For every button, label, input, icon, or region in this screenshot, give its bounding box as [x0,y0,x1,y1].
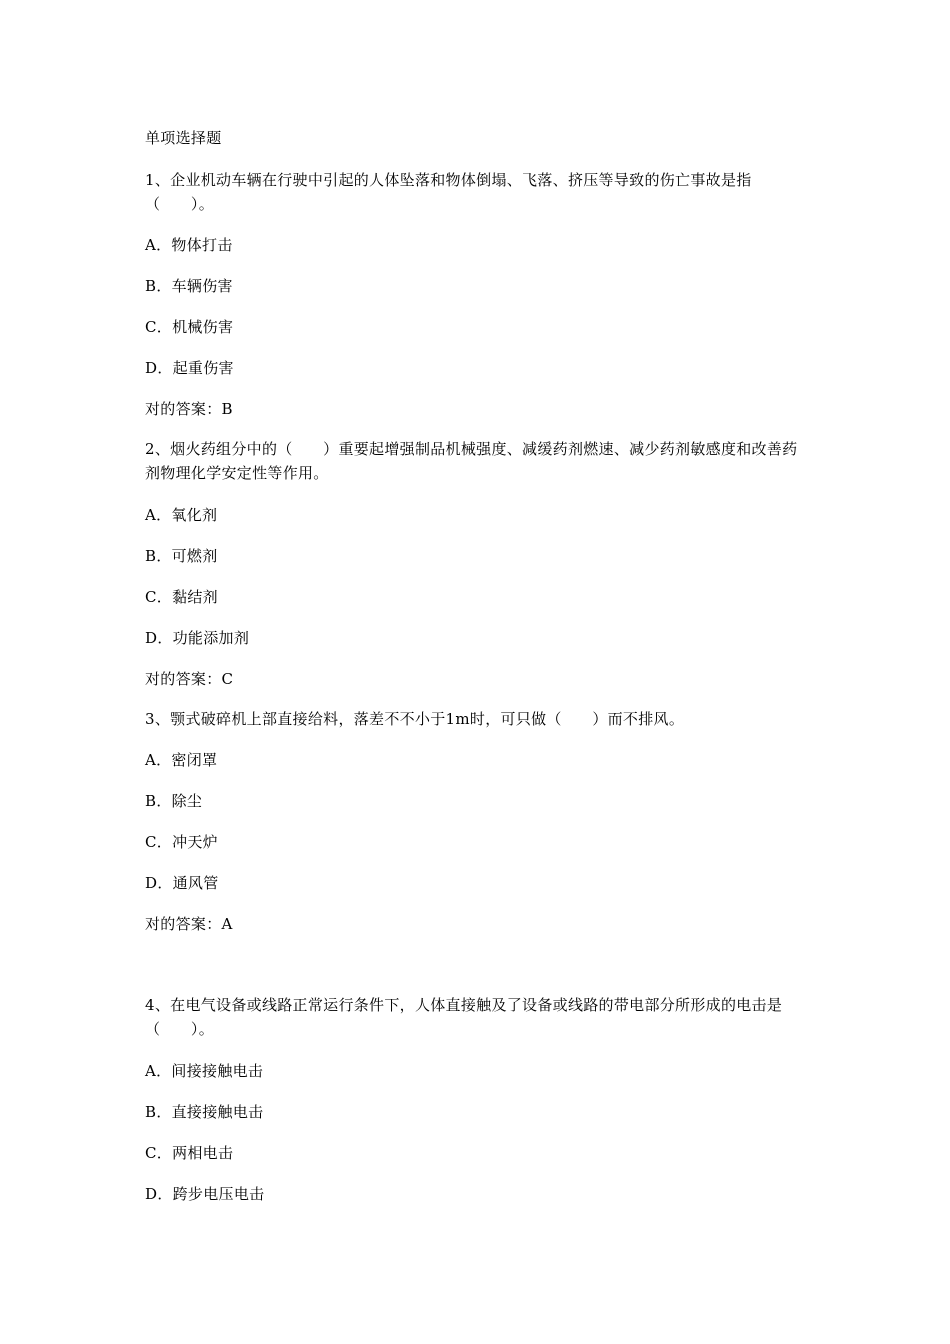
question-4-option-b: B．直接接触电击 [145,1103,264,1121]
question-2-option-c: C．黏结剂 [145,588,218,606]
question-4-option-a: A．间接接触电击 [145,1062,264,1080]
question-3-answer: 对的答案：A [145,915,233,933]
question-1-answer: 对的答案：B [145,400,233,418]
question-4-option-d: D．跨步电压电击 [145,1185,265,1203]
question-2-option-a: A．氧化剂 [145,506,218,524]
question-1-option-d: D．起重伤害 [145,359,234,377]
question-3-option-c: C．冲天炉 [145,833,218,851]
question-3-option-d: D．通风管 [145,874,219,892]
question-2-option-d: D．功能添加剂 [145,629,250,647]
question-3-option-b: B．除尘 [145,792,203,810]
question-1-option-b: B．车辆伤害 [145,277,233,295]
question-3-stem: 3、颚式破碎机上部直接给料，落差不不小于1m时，可只做（ ）而不排风。 [145,710,685,728]
question-3-option-a: A．密闭罩 [145,751,218,769]
question-1-option-c: C．机械伤害 [145,318,234,336]
section-title: 单项选择题 [145,129,222,147]
question-2-answer: 对的答案：C [145,670,234,688]
question-1-option-a: A．物体打击 [145,236,233,254]
question-1-stem: 1、企业机动车辆在行驶中引起的人体坠落和物体倒塌、飞落、挤压等导致的伤亡事故是指（ ）。 [145,171,752,213]
question-2-stem: 2、烟火药组分中的（ ）重要起增强制品机械强度、减缓药剂燃速、减少药剂敏感度和改善药剂物理化学安定性等作用。 [145,440,798,482]
question-2-option-b: B．可燃剂 [145,547,218,565]
question-4-stem: 4、在电气设备或线路正常运行条件下，人体直接触及了设备或线路的带电部分所形成的电击是（ ）。 [145,996,783,1038]
question-4-option-c: C．两相电击 [145,1144,234,1162]
